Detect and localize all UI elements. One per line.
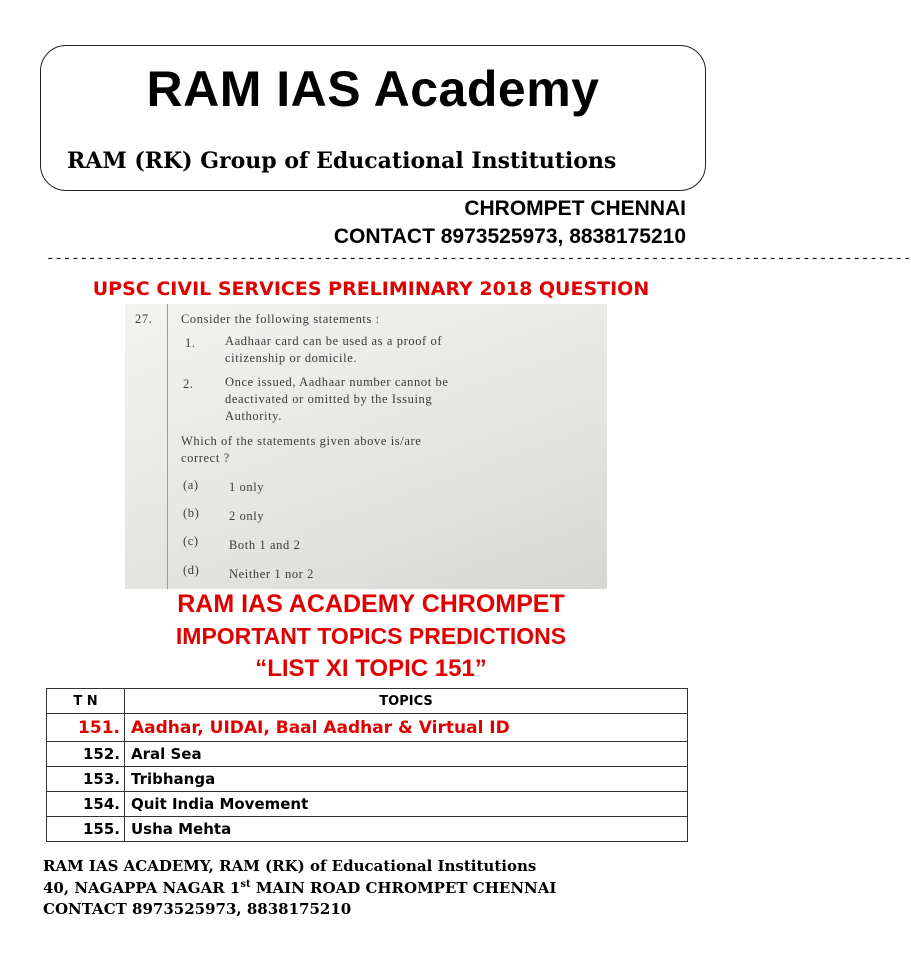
- question-number: 27.: [135, 312, 153, 326]
- topic-name: Usha Mehta: [125, 817, 688, 842]
- option-text: 1 only: [229, 480, 265, 494]
- footer-contact: CONTACT 8973525973, 8838175210: [43, 900, 352, 918]
- option-text: Both 1 and 2: [229, 538, 301, 552]
- option-text: Neither 1 nor 2: [229, 567, 315, 581]
- topics-table: [46, 688, 688, 842]
- statement-number: 2.: [183, 377, 194, 391]
- topic-name: Quit India Movement: [125, 792, 688, 817]
- statement-line: Once issued, Aadhaar number cannot be: [225, 375, 449, 389]
- prediction-subtitle: IMPORTANT TOPICS PREDICTIONS: [175, 623, 567, 649]
- prediction-list-label: “LIST XI TOPIC 151”: [255, 655, 487, 682]
- topic-name: Aral Sea: [125, 742, 688, 767]
- academy-subtitle: RAM (RK) Group of Educational Institutions: [67, 148, 617, 174]
- topic-number: 151.: [47, 714, 125, 742]
- option-label: (c): [183, 534, 199, 548]
- topic-number: 152.: [47, 742, 125, 767]
- topic-number: 154.: [47, 792, 125, 817]
- table-row: [47, 792, 688, 817]
- table-row: [47, 742, 688, 767]
- footer-address-pre: 40, NAGAPPA NAGAR 1: [43, 879, 241, 897]
- option-label: (a): [183, 478, 199, 492]
- exam-heading: UPSC CIVIL SERVICES PRELIMINARY 2018 QUESTION: [92, 278, 650, 300]
- table-row: [47, 714, 688, 742]
- footer-address: [43, 879, 556, 897]
- statement-line: Aadhaar card can be used as a proof of: [225, 334, 443, 348]
- question-stem: Consider the following statements :: [181, 312, 380, 326]
- table-row: [47, 767, 688, 792]
- prompt-line: Which of the statements given above is/are: [181, 434, 422, 448]
- contact-text: CONTACT 8973525973, 8838175210: [333, 225, 686, 248]
- option-label: (d): [183, 563, 200, 577]
- topic-number: 155.: [47, 817, 125, 842]
- location-text: CHROMPET CHENNAI: [464, 197, 686, 220]
- footer-institution: RAM IAS ACADEMY, RAM (RK) of Educational Institutions: [43, 857, 537, 875]
- topic-number: 153.: [47, 767, 125, 792]
- table-header-row: [47, 689, 688, 714]
- statement-line: deactivated or omitted by the Issuing: [225, 392, 433, 406]
- dashed-separator: -------------------------------------------------------------------------------------------------------: [46, 251, 911, 267]
- statement-line: Authority.: [225, 409, 282, 423]
- prompt-line: correct ?: [181, 451, 230, 465]
- footer-address-post: MAIN ROAD CHROMPET CHENNAI: [250, 879, 557, 897]
- topic-name: Tribhanga: [125, 767, 688, 792]
- column-header-topics: TOPICS: [125, 689, 688, 714]
- topic-name: Aadhar, UIDAI, Baal Aadhar & Virtual ID: [125, 714, 688, 742]
- statement-line: citizenship or domicile.: [225, 351, 358, 365]
- statement-number: 1.: [185, 336, 196, 350]
- option-text: 2 only: [229, 509, 265, 523]
- footer-address-sup: st: [240, 879, 251, 890]
- prediction-title: RAM IAS ACADEMY CHROMPET: [177, 590, 565, 618]
- option-label: (b): [183, 506, 200, 520]
- academy-title: RAM IAS Academy: [146, 61, 600, 117]
- table-row: [47, 817, 688, 842]
- column-header-tn: T N: [47, 689, 125, 714]
